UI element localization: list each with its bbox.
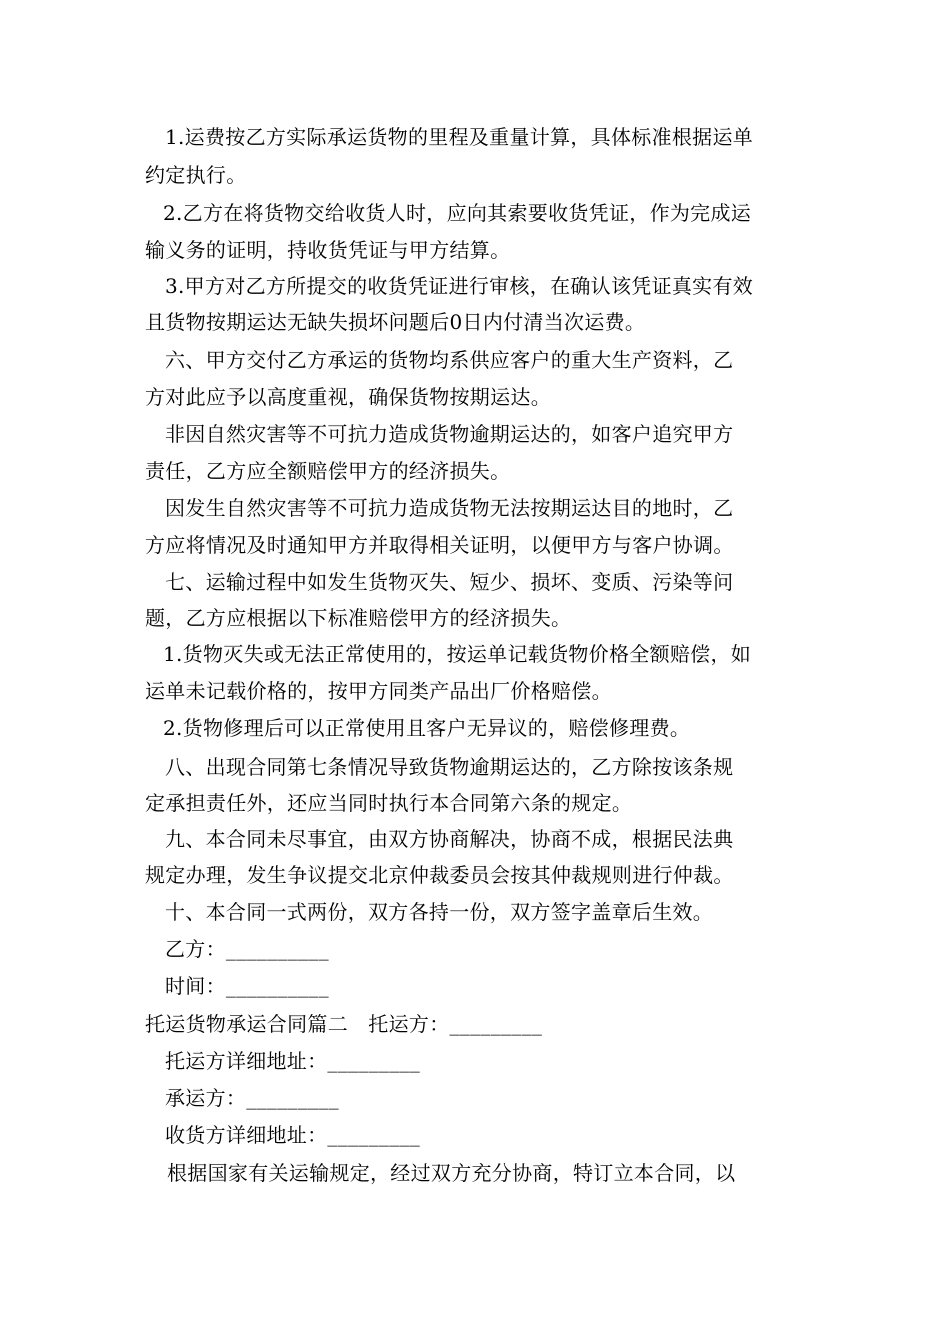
- consignee-address-line: 收货方详细地址：_________: [165, 1123, 421, 1147]
- shipper-address-line: 托运方详细地址：_________: [165, 1049, 421, 1073]
- carrier-line: 承运方：_________: [165, 1086, 339, 1110]
- clause-10-line-1: 十、本合同一式两份，双方各持一份，双方签字盖章后生效。: [165, 900, 714, 924]
- clause-8-line-1: 八、出现合同第七条情况导致货物逾期运达的，乙方除按该条规: [165, 755, 734, 779]
- clause-7-line-2: 题，乙方应根据以下标准赔偿甲方的经济损失。: [145, 606, 572, 630]
- clause-6-para-3-line-1: 因发生自然灾害等不可抗力造成货物无法按期运达目的地时，乙: [165, 496, 734, 520]
- clause-6-para-2-line-1: 非因自然灾害等不可抗力造成货物逾期运达的，如客户追究甲方: [165, 422, 734, 446]
- clause-7-1-line-1: 1.货物灭失或无法正常使用的，按运单记载货物价格全额赔偿，如: [163, 642, 752, 666]
- clause-9-line-2: 规定办理，发生争议提交北京仲裁委员会按其仲裁规则进行仲裁。: [145, 863, 734, 887]
- clause-5-3-line-2: 且货物按期运达无缺失损坏问题后0日内付清当次运费。: [145, 310, 646, 334]
- clause-6-line-1: 六、甲方交付乙方承运的货物均系供应客户的重大生产资料，乙: [165, 348, 734, 372]
- signing-date-line: 时间：__________: [165, 974, 329, 998]
- preamble-line-1: 根据国家有关运输规定，经过双方充分协商，特订立本合同，以: [167, 1161, 736, 1185]
- clause-7-1-line-2: 运单未记载价格的，按甲方同类产品出厂价格赔偿。: [145, 679, 612, 703]
- clause-5-3-line-1: 3.甲方对乙方所提交的收货凭证进行审核，在确认该凭证真实有效: [165, 274, 754, 298]
- clause-6-para-2-line-2: 责任，乙方应全额赔偿甲方的经济损失。: [145, 459, 511, 483]
- clause-5-1-line-2: 约定执行。: [145, 163, 247, 187]
- clause-5-2-line-2: 输义务的证明，持收货凭证与甲方结算。: [145, 238, 511, 262]
- clause-6-para-3-line-2: 方应将情况及时通知甲方并取得相关证明，以便甲方与客户协调。: [145, 533, 734, 557]
- clause-8-line-2: 定承担责任外，还应当同时执行本合同第六条的规定。: [145, 791, 633, 815]
- party-b-signature-line: 乙方：__________: [165, 937, 329, 961]
- clause-9-line-1: 九、本合同未尽事宜，由双方协商解决，协商不成，根据民法典: [165, 827, 734, 851]
- clause-5-2-line-1: 2.乙方在将货物交给收货人时，应向其索要收货凭证，作为完成运: [163, 201, 752, 225]
- clause-5-1-line-1: 1.运费按乙方实际承运货物的里程及重量计算，具体标准根据运单: [165, 125, 754, 149]
- clause-6-line-2: 方对此应予以高度重视，确保货物按期运达。: [145, 385, 551, 409]
- clause-7-2-line-1: 2.货物修理后可以正常使用且客户无异议的，赔偿修理费。: [163, 716, 691, 740]
- clause-7-line-1: 七、运输过程中如发生货物灭失、短少、损坏、变质、污染等问: [165, 570, 734, 594]
- contract-two-title-line: 托运货物承运合同篇二 托运方：_________: [145, 1012, 543, 1036]
